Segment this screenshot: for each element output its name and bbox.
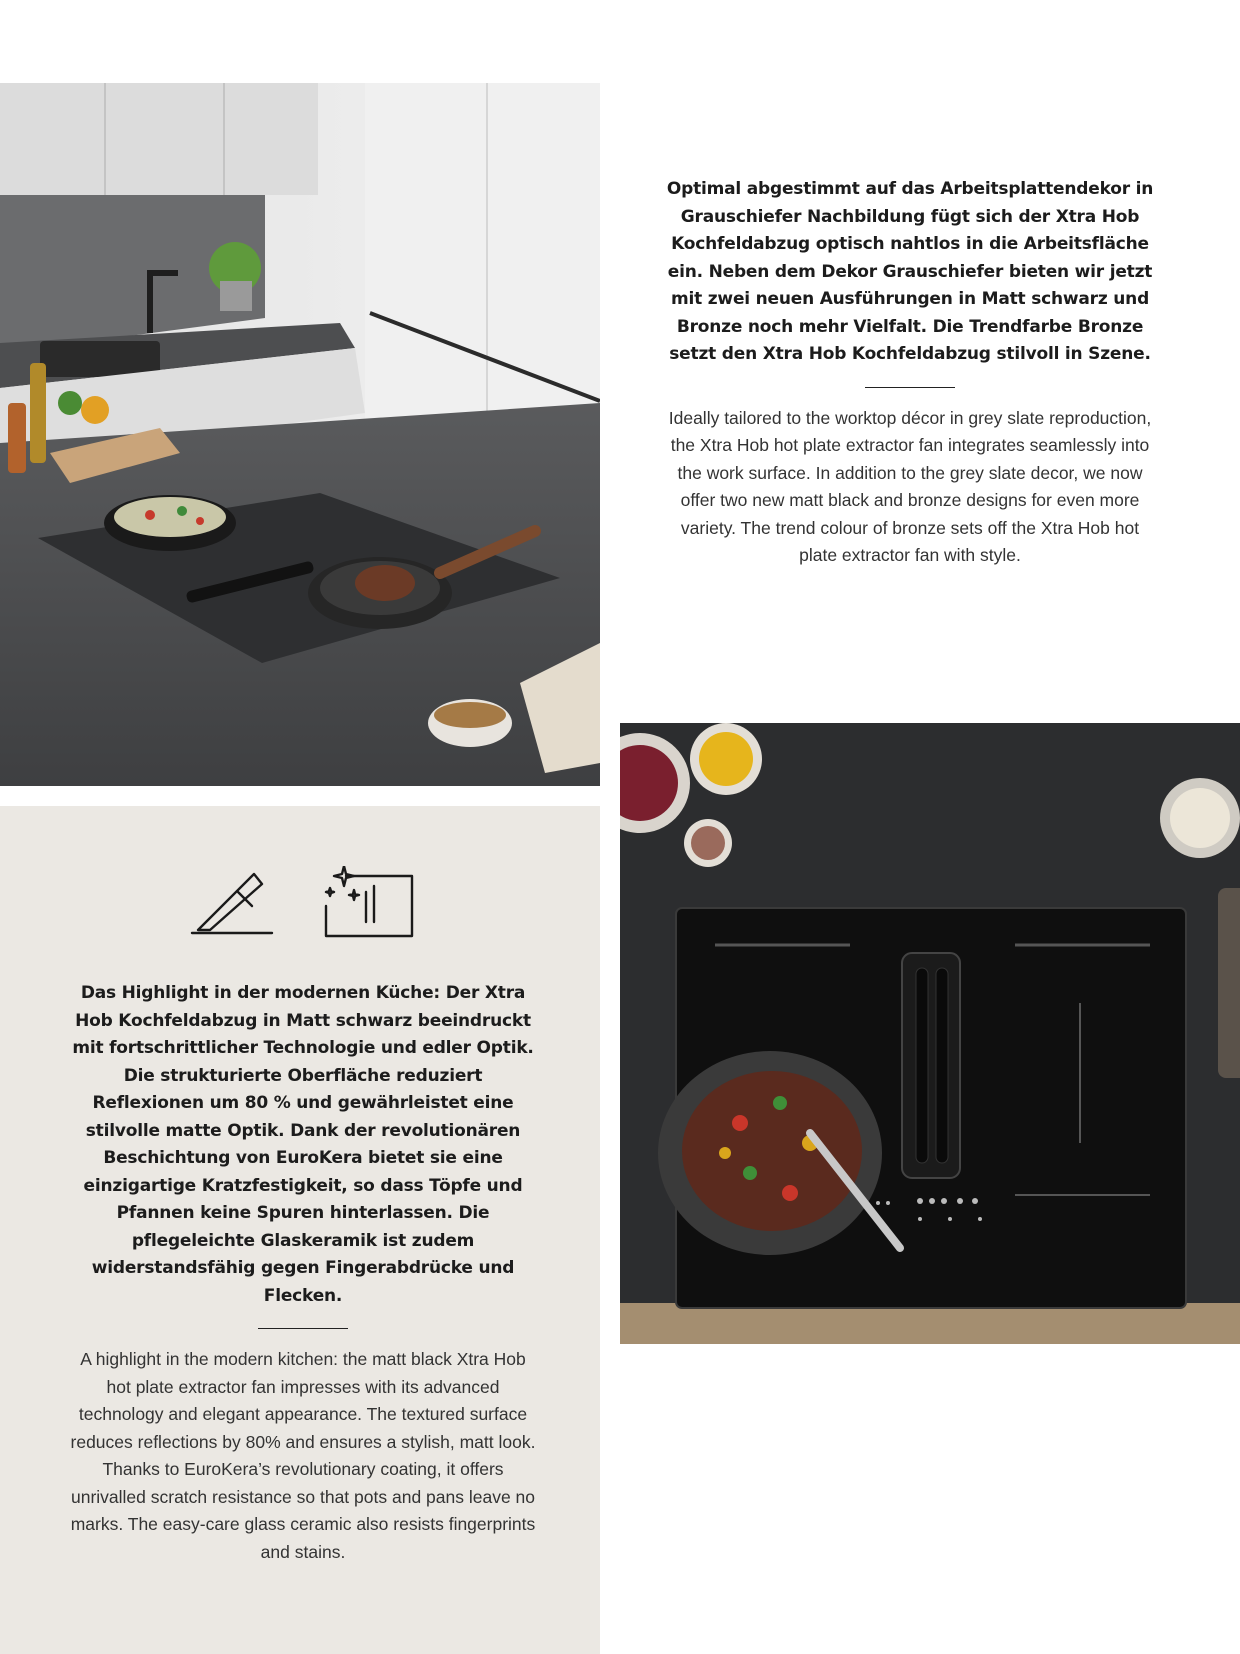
knife-icon	[190, 870, 274, 936]
bottom-german-paragraph: Das Highlight in der modernen Küche: Der Xtra Hob Kochfeldabzug in Matt schwarz beeindruckt mit fortschrittlicher Technologie und edler Optik. Die strukturierte Oberfläche reduziert Reflexionen um 80 % und gewährleistet eine stilvolle matte Optik. Dank der revolutionären Beschichtung von EuroKera bietet sie eine einzigartige Kratzfestigkeit, so dass Töpfe und Pfannen keine Spuren hinterlassen. Die pflegeleichte Glaskeramik ist zudem widerstandsfähig gegen Fingerabdrücke und Flecken.	[72, 983, 534, 1306]
kitchen-worktop-photo	[0, 83, 600, 786]
bottom-divider	[258, 1328, 348, 1329]
top-english-paragraph: Ideally tailored to the worktop décor in grey slate reproduction, the Xtra Hob hot plate extractor fan integrates seamlessly into the work surface. In addition to the grey slate decor, we now offer two new matt black and bronze designs for even more variety. The trend colour of bronze sets off the Xtra Hob hot plate extractor fan with style.	[668, 407, 1152, 565]
top-divider	[865, 387, 955, 388]
top-text-block	[662, 176, 1158, 570]
hob-top-view-photo	[620, 723, 1240, 1344]
bottom-text-block	[70, 980, 536, 1566]
bottom-english-paragraph: A highlight in the modern kitchen: the matt black Xtra Hob hot plate extractor fan impresses with its advanced technology and elegant appearance. The textured surface reduces reflections by 80% and ensures a stylish, matt look. Thanks to EuroKera’s revolutionary coating, it offers unrivalled scratch resistance so that pots and pans leave no marks. The easy-care glass ceramic also resists fingerprints and stains.	[70, 1349, 536, 1562]
top-german-paragraph: Optimal abgestimmt auf das Arbeitsplattendekor in Grauschiefer Nachbildung fügt sich der Xtra Hob Kochfeldabzug optisch nahtlos in die Arbeitsfläche ein. Neben dem Dekor Grauschiefer bieten wir jetzt mit zwei neuen Ausführungen in Matt schwarz und Bronze noch mehr Vielfalt. Die Trendfarbe Bronze setzt den Xtra Hob Kochfeldabzug stilvoll in Szene.	[666, 179, 1154, 364]
scratch-resistant-surface-icon	[322, 866, 416, 938]
